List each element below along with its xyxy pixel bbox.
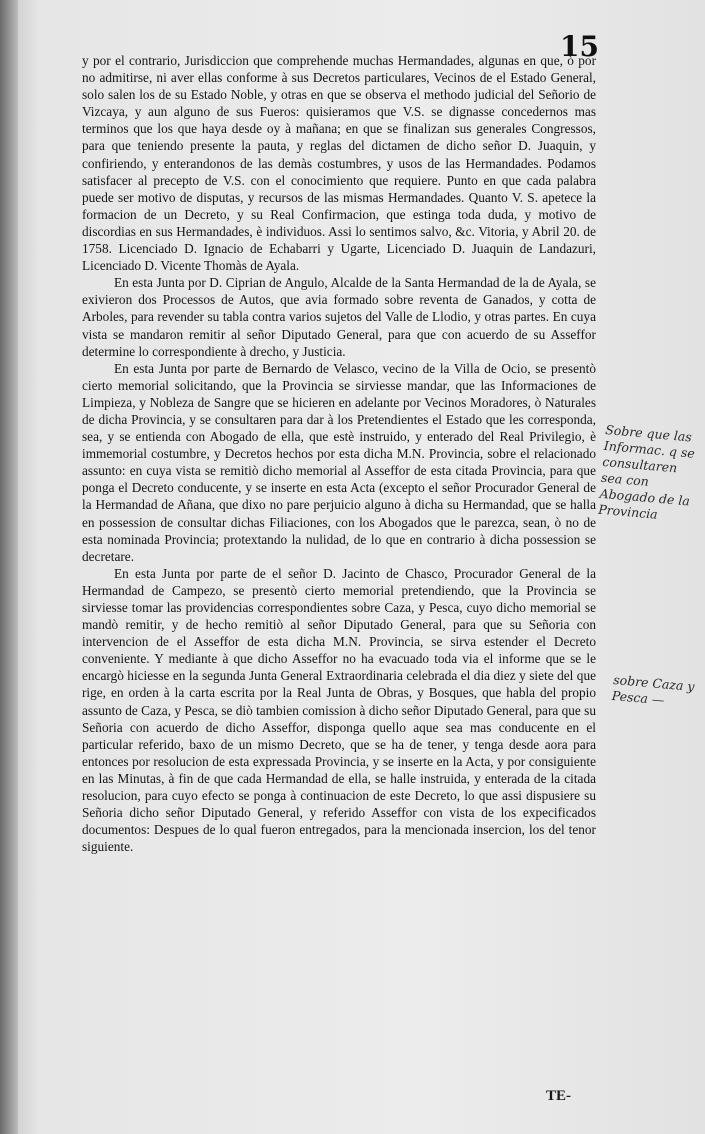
page-gutter-shadow	[0, 0, 18, 1134]
paragraph-1: y por el contrario, Jurisdiccion que comprehende muchas Hermandades, algunas en que, ò por no admitirse, ni aver ellas conforme à sus Decretos particulares, Vecinos de el Estado General, solo salen los de su Estado Noble, y otras en que se observa el methodo judicial del Señorio de Vizcaya, y aun alguno de sus Fueros: quisieramos que V.S. se dignasse concedernos mas terminos que los que haya desde oy à mañana; en que se finalizan sus generales Congressos, para que teniendo presente la pauta, y reglas del dictamen de dicho señor D. Juaquin, y confiriendo, y enterandonos de las demàs costumbres, y usos de las Hermandades. Podamos satisfacer al precepto de V.S. con el conocimiento que requiere. Punto en que cada palabra puede ser motivo de disputas, y recursos de las mismas Hermandades. Quanto V. S. apetece la formacion de un Decreto, y su Real Confirmacion, que estinga toda duda, y motivo de discordias en sus Hermandades, è individuos. Assi lo sentimos salvo, &c. Vitoria, y Abril 20. de 1758. Licenciado D. Ignacio de Echabarri y Ugarte, Licenciado D. Juaquin de Landazuri, Licenciado D. Vicente Thomàs de Ayala.	[82, 53, 596, 274]
paragraph-3: En esta Junta por parte de Bernardo de Velasco, vecino de la Villa de Ocio, se presentò cierto memorial solicitando, que la Provincia se sirviesse mandar, que las Informaciones de Limpieza, y Nobleza de Sangre que se hicieren en adelante por Vecinos Moradores, ò Naturales de dicha Provincia, y se consultaren para dar à los Pretendientes el Estado que les corresponda, sea, y se entienda con Abogado de ella, que estè instruido, y enterado del Real Privilegio, è immemorial costumbre, y Decretos hechos por esta dicha M.N. Provincia, sobre el relacionado assunto: en cuya vista se remitiò dicho memorial al Asseffor de esta citada Provincia, para que ponga el Decreto conducente, y se inserte en esta Acta (excepto el señor Procurador General de la Hermandad de Añana, que dixo no pare perjuicio alguno à dicha su Hermandad, que se halla en possession de consultar dichas Filiaciones, con los Abogados que le parezca, sean, ò no de esta nominada Provincia; protextando la nulidad, de lo que en contrario à dicha possession se decretare.	[82, 360, 596, 564]
paragraph-4: En esta Junta por parte de el señor D. Jacinto de Chasco, Procurador General de la Hermandad de Campezo, se presentò cierto memorial pretendiendo, que la Provincia se sirviesse tomar las providencias correspondientes sobre Caza, y Pesca, cuyo dicho memorial se mandò remitir, y de hecho remitiò al señor Diputado General, para que su Señoria con intervencion de el Asseffor de esta dicha M.N. Provincia, se sirva estender el Decreto conveniente. Y mediante à que dicho Asseffor no ha evacuado toda via el informe que se le encargò hiciesse en la segunda Junta General Extraordinaria celebrada el dia diez y siete del que rige, en orden à la carta escrita por la Real Junta de Obras, y Bosques, que habla del propio assunto de Caza, y Pesca, se diò tambien comission à dicho señor Diputado General, para que su Señoria con acuerdo de dicho Asseffor, disponga quello aque sea mas conducente en el particular referido, baxo de un mismo Decreto, que se ha de tener, y tenga desde aora para entonces por resolucion de esta expressada Provincia, y se inserte en la Acta, y por consiguiente en las Minutas, à fin de que cada Hermandad de ella, se halle instruida, y enterada de la citada resolucion, para cuyo efecto se ponga à continuacion de este Decreto, lo que assi dispusiere su Señoria dicho señor Diputado General, y referido Asseffor con vista de los expecificados documentos: Despues de lo qual fueron entregados, para la mencionada insercion, los del tenor siguiente.	[82, 565, 596, 855]
catchword: TE-	[546, 1088, 572, 1104]
margin-note-caza-pesca: sobre Caza y Pesca —	[611, 672, 696, 708]
margin-note-informaciones: Sobre que las Informac. q se consultaren sea con Abogado de la Provincia	[597, 422, 696, 522]
body-text	[82, 52, 596, 855]
page-number: 15	[560, 30, 599, 63]
paragraph-2: En esta Junta por D. Ciprian de Angulo, Alcalde de la Santa Hermandad de la de Ayala, se exivieron dos Processos de Autos, que avia formado sobre reventa de Ganados, y cotta de Arboles, para revender su tabla contra varios sujetos del Valle de Llodio, y otras partes. En cuya vista se mandaron remitir al señor Diputado General, para que con acuerdo de su Asseffor determine lo correspondiente à drecho, y Justicia.	[82, 275, 596, 359]
